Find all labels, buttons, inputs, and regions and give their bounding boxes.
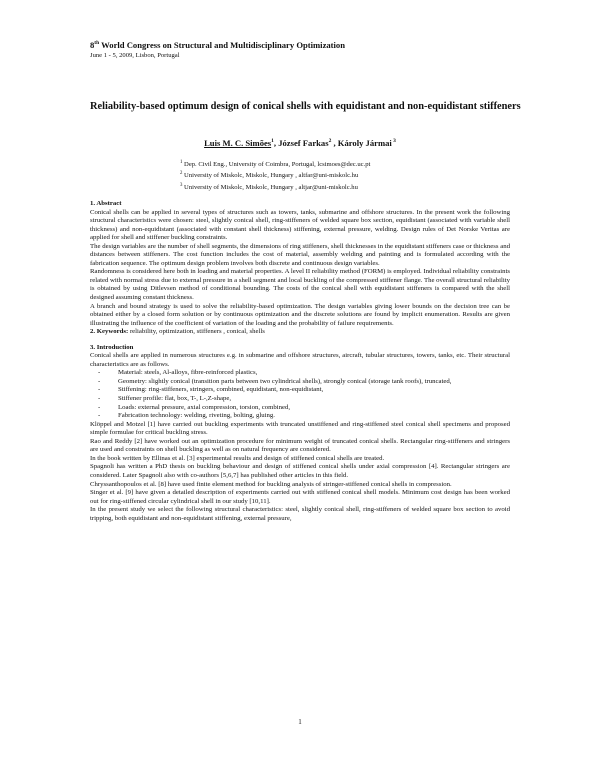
congress-name: World Congress on Structural and Multidisciplinary Optimization [99, 39, 346, 50]
list-item-text: Material: steels, Al-alloys, fibre-reinforced plastics, [118, 369, 258, 377]
intro-paragraph: Singer et al. [9] have given a detailed description of experiments carried out with stiffened conical shell models. Minimum cost design has been worked out for ring-stiffened circular cylindrical shell in our study [10,11]. [90, 489, 510, 505]
keywords-line [90, 328, 510, 337]
affiliation-1 [180, 158, 510, 169]
author-1: Luis M. C. Simões [204, 137, 272, 148]
list-item-text: Geometry: slightly conical (transition parts between two cylindrical shells), strongly conical (storage tank roofs), truncated, [118, 377, 452, 385]
author-3-mark: 3 [391, 138, 396, 144]
affiliation-text: University of Miskolc, Miskolc, Hungary , altjar@uni-miskolc.hu [182, 184, 358, 192]
affiliation-mark: 2 [180, 171, 183, 177]
list-item-text: Fabrication technology: welding, riveting, bolting, gluing. [118, 412, 275, 420]
abstract-paragraph: Randomness is considered here both in loading and material properties. A level II reliability method (FORM) is employed. Individual reliability constraints related with normal stress due to external pressure in a shell segment and local buckling of the compressed stiffener flange. The overall structural reliability is obtained by using Ditlevsen method of conditional bounding. The costs of the conical shell with equidistant stiffeners is compared with the shell designed assuming constant thickness. [90, 268, 510, 302]
paper-title: Reliability-based optimum design of conical shells with equidistant and non-equidistant stiffeners [90, 101, 521, 112]
abstract-paragraph: A branch and bound strategy is used to solve the reliability-based optimization. The design variables giving lower bounds on the decision tree can be obtained either by a closed form solution or by continuous optimization and the discrete solutions are found by implicit enumeration. Results are given illustrating the influence of the coefficient of variation of the loading and the probability of failure requirements. [90, 302, 510, 327]
affiliation-3 [180, 181, 510, 192]
list-item: - Fabrication technology: welding, riveting, bolting, gluing. [98, 412, 275, 420]
list-item: - Stiffener profile: flat, box, T-, L-,Z-shape, [98, 395, 232, 403]
conference-title [90, 38, 520, 51]
introduction-heading: 3. Introduction [90, 343, 134, 351]
conference-header [90, 38, 520, 60]
congress-ordinal: th [94, 40, 100, 46]
affiliation-mark: 3 [180, 182, 183, 188]
affiliation-text: Dep. Civil Eng., University of Coimbra, Portugal, lcsimoes@dec.uc.pt [182, 161, 371, 169]
affiliation-2 [180, 169, 510, 180]
author-1-mark: 1 [271, 138, 274, 144]
list-item: - Material: steels, Al-alloys, fibre-reinforced plastics, [98, 369, 258, 377]
list-item: - Loads: external pressure, axial compression, torsion, combined, [98, 403, 291, 411]
intro-paragraph: In the book written by Ellinas et al. [3] experimental results and design of stiffened conical shells are treated. [90, 454, 385, 462]
intro-paragraph: Rao and Reddy [2] have worked out an optimization procedure for minimum weight of truncated conical shells. Rectangular ring-stiffeners and stringers are used and constraints on shell buckling as well as on natural frequency are considered. [90, 437, 510, 454]
characteristics-list [90, 369, 510, 420]
intro-paragraph: Spagnoli has written a PhD thesis on buckling behaviour and design of stiffened conical shells under axial compression [4]. Rectangular stringers are considered. Later Spagnoli also with co-authors [5,6,7] has published other articles in this field. [90, 463, 510, 479]
abstract-heading: 1. Abstract [90, 200, 122, 207]
conference-dates: June 1 - 5, 2009, Lisbon, Portugal [90, 51, 180, 59]
intro-paragraph: Chryssanthopoulos et al. [8] have used finite element method for buckling analysis of stringer-stiffened conical shells in compression. [90, 480, 452, 488]
author-separator: , [273, 137, 279, 148]
affiliation-mark: 1 [180, 160, 183, 165]
abstract-paragraph: The design variables are the number of shell segments, the dimensions of ring stiffeners, shell thicknesses in the equidistant stiffeners case or thickness and distances between stiffeners. The cost function includes the cost of material, assembly welding and painting and is formulated according with the fabrication sequence. The optimum design problem involves both discrete and continuous design variables. [90, 242, 510, 267]
keywords-text: reliability, optimization, stiffeners , conical, shells [128, 328, 265, 336]
congress-number: 8 [90, 39, 95, 50]
intro-paragraph: Conical shells are applied in numerous structures e.g. in submarine and offshore structures, aircraft, tubular structures, towers, tanks, etc. Their structural characteristics are as follows. [90, 352, 510, 368]
author-2: József Farkas [278, 137, 329, 148]
list-item-text: Stiffening: ring-stiffeners, stringers, combined, equidistant, non-equidistant, [118, 386, 324, 394]
abstract-paragraph: Conical shells can be applied in several types of structures such as towers, tanks, submarine and offshore structures. In the present work the following structural characteristics were chosen: steel, slightly conical shell, ring-stiffeners of welded square box section, equidistant (associated with variable shell thickness) and non-equidistant (associated with constant shell thickness) stiffening, external pressure, welding. Design rules of Det Norske Veritas are applied for shell and stiffener buckling constraints. [90, 208, 510, 242]
author-line [0, 136, 600, 149]
keywords-label: 2. Keywords: [90, 328, 129, 336]
affiliation-text: University of Miskolc, Miskolc, Hungary , altfar@uni-miskolc.hu [182, 172, 359, 180]
author-3: Károly Jármai [337, 137, 392, 148]
affiliations [180, 158, 510, 192]
paper-body [90, 200, 510, 523]
page-number: 1 [298, 718, 302, 726]
list-item-text: Loads: external pressure, axial compression, torsion, combined, [118, 403, 291, 411]
list-item: - Geometry: slightly conical (transition parts between two cylindrical shells), strongly conical (storage tank roofs), truncated, [98, 377, 452, 385]
intro-paragraph: In the present study we select the following structural characteristics: steel, slightly conical shell, ring-stiffeners of welded square box section to avoid tripping, both equidistant and non-equidistant stiffening, external pressure, [90, 506, 510, 522]
intro-paragraph: Klöppel and Motzel [1] have carried out buckling experiments with truncated unstiffened and ring-stiffened steel conical shell specimens and proposed simple formulae for critical buckling stress. [90, 420, 510, 437]
author-2-mark: 2 [328, 138, 332, 144]
list-item-text: Stiffener profile: flat, box, T-, L-,Z-shape, [118, 395, 232, 403]
list-item: - Stiffening: ring-stiffeners, stringers, combined, equidistant, non-equidistant, [98, 386, 324, 394]
author-separator: , [331, 137, 338, 148]
